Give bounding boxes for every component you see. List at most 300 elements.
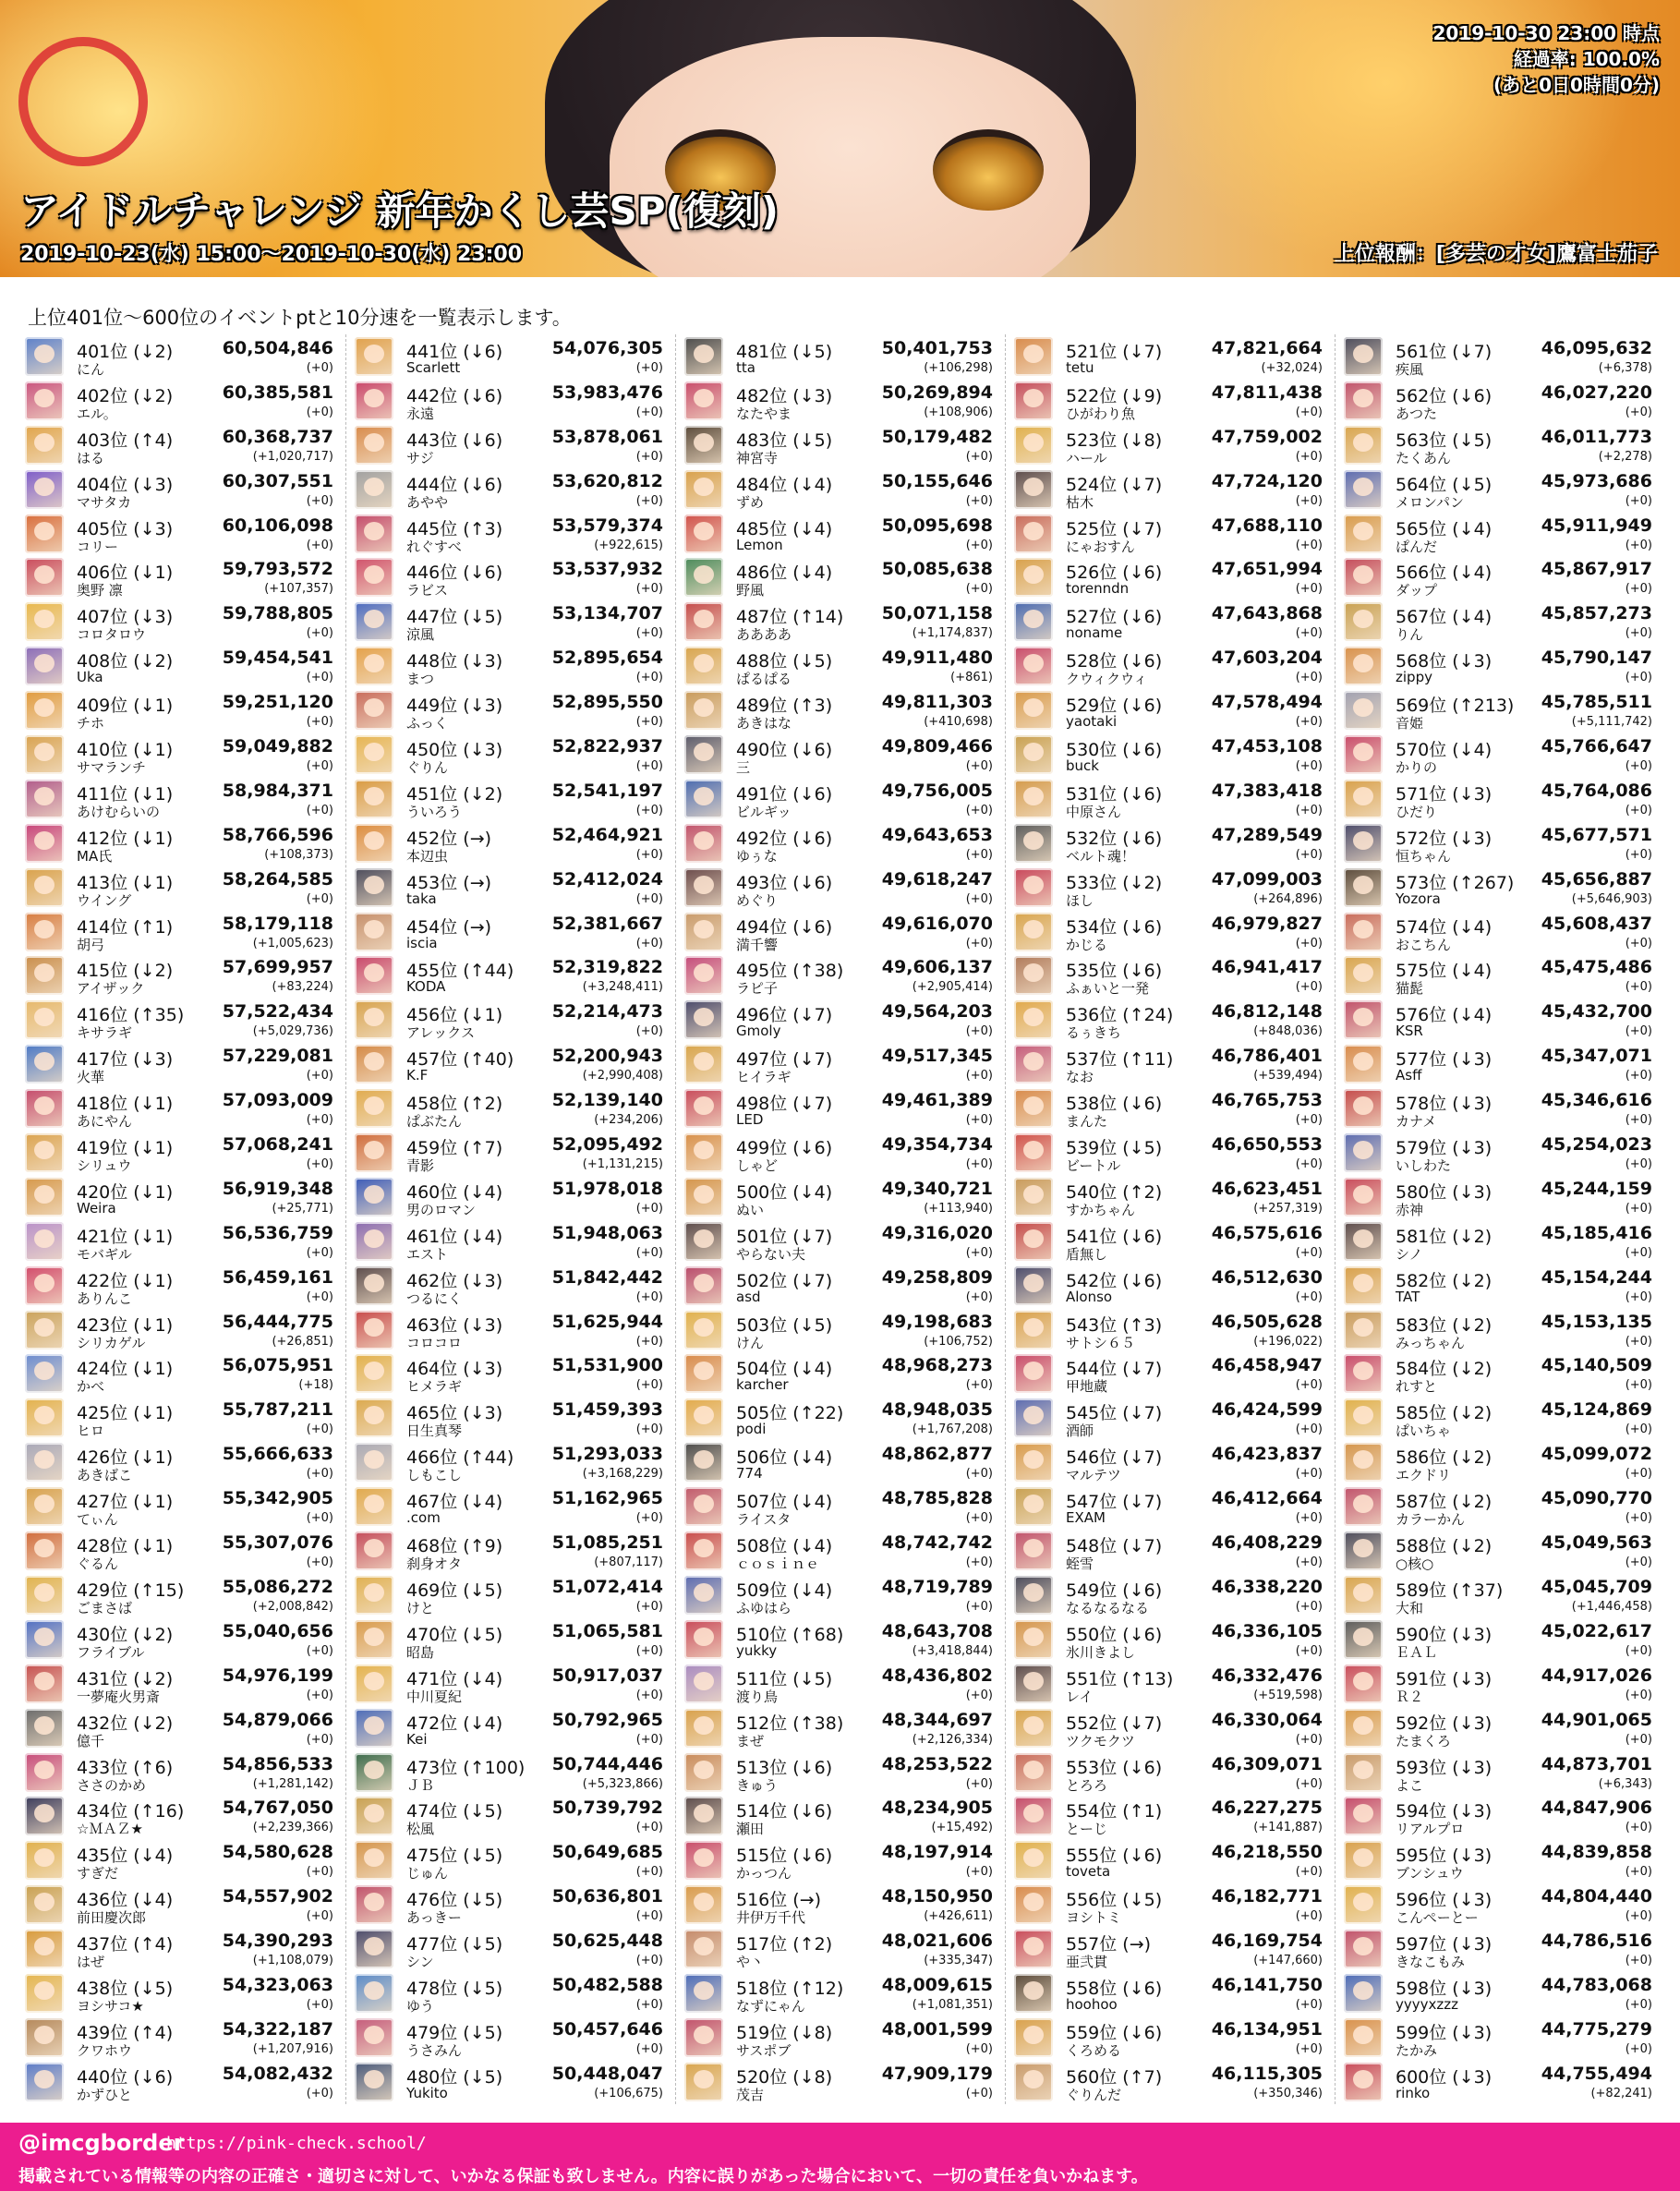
ranking-entry (1342, 1264, 1656, 1308)
event-points: 46,458,947 (1211, 1355, 1323, 1376)
player-name: にゃおすん (1066, 538, 1135, 555)
player-name: K.F (406, 1067, 429, 1084)
ranking-entry (1012, 2060, 1326, 2104)
idol-card-avatar (355, 956, 393, 995)
rank-label: 465位 (↓3) (406, 1403, 503, 1424)
ranking-entry (683, 2015, 997, 2060)
player-name: ごまさば (77, 1599, 133, 1616)
ranking-entry (353, 910, 667, 954)
event-points: 49,564,203 (881, 1001, 993, 1023)
idol-card-avatar (1344, 602, 1383, 641)
event-points: 49,811,303 (881, 692, 993, 713)
ten-minute-speed: (+0) (1295, 493, 1323, 508)
rank-label: 415位 (↓2) (77, 961, 174, 982)
event-points: 48,968,273 (881, 1355, 993, 1376)
event-points: 60,504,846 (222, 338, 333, 358)
rank-label: 504位 (↓4) (736, 1359, 833, 1380)
player-name: とーじ (1066, 1821, 1108, 1838)
idol-card-avatar (1014, 1974, 1053, 2013)
ranking-entry (353, 1529, 667, 1573)
ranking-entry (1012, 1308, 1326, 1352)
event-points: 59,454,541 (222, 648, 333, 669)
rank-label: 575位 (↓4) (1396, 961, 1493, 982)
event-points: 47,759,002 (1211, 426, 1323, 447)
player-name: ビートル (1066, 1157, 1121, 1175)
player-name: リアルプロ (1396, 1821, 1465, 1838)
ranking-entry (353, 1175, 667, 1219)
player-name: ＥＡＬ (1396, 1643, 1438, 1661)
player-name: ささのかめ (77, 1776, 147, 1794)
rank-label: 490位 (↓6) (736, 740, 833, 761)
ten-minute-speed: (+0) (635, 1954, 663, 1968)
player-name: ぱぶたん (406, 1113, 463, 1131)
ranking-entry (1342, 1927, 1656, 1971)
idol-card-avatar (1014, 337, 1053, 376)
event-points: 46,330,064 (1211, 1709, 1323, 1730)
rank-label: 600位 (↓3) (1396, 2066, 1493, 2088)
ten-minute-speed: (+0) (1295, 1599, 1323, 1614)
player-name: Uka (77, 669, 103, 686)
player-name: キサラギ (77, 1024, 133, 1042)
idol-card-avatar (355, 691, 393, 730)
ranking-entry (1342, 1882, 1656, 1927)
ranking-entry (1342, 953, 1656, 998)
ten-minute-speed: (+0) (965, 1688, 993, 1702)
ranking-entry (353, 1219, 667, 1264)
ranking-entry (1012, 1927, 1326, 1971)
rank-label: 596位 (↓3) (1396, 1890, 1493, 1911)
ranking-entry (1342, 1042, 1656, 1086)
ranking-entry (1012, 1086, 1326, 1131)
ranking-list (23, 334, 1658, 2104)
ten-minute-speed: (+0) (306, 538, 333, 552)
idol-card-avatar (684, 1311, 723, 1350)
ten-minute-speed: (+0) (635, 1289, 663, 1304)
rank-label: 476位 (↓5) (406, 1890, 503, 1911)
idol-card-avatar (25, 1133, 64, 1172)
rank-label: 542位 (↓6) (1066, 1270, 1163, 1291)
idol-card-avatar (1344, 1000, 1383, 1039)
player-name: 本辺虫 (406, 847, 449, 865)
event-points: 53,134,707 (551, 603, 663, 624)
ranking-entry (23, 1573, 337, 1617)
rank-label: 522位 (↓9) (1066, 385, 1163, 406)
idol-card-avatar (355, 1398, 393, 1437)
ten-minute-speed: (+1,281,142) (252, 1776, 333, 1791)
rank-label: 528位 (↓6) (1066, 651, 1163, 672)
rank-label: 588位 (↓2) (1396, 1536, 1493, 1557)
player-name: あにやん (77, 1113, 133, 1131)
event-points: 48,436,802 (881, 1664, 993, 1686)
ten-minute-speed: (+0) (306, 1732, 333, 1747)
player-name: モバギル (77, 1245, 132, 1263)
rank-label: 414位 (↑1) (77, 916, 174, 938)
event-points: 46,332,476 (1211, 1664, 1323, 1686)
event-points: 45,790,147 (1541, 648, 1652, 669)
ten-minute-speed: (+0) (1625, 1821, 1652, 1835)
event-points: 50,085,638 (881, 559, 993, 580)
event-points: 44,917,026 (1541, 1664, 1652, 1686)
ranking-entry (353, 1750, 667, 1795)
event-points: 46,979,827 (1211, 913, 1323, 934)
rank-label: 538位 (↓6) (1066, 1094, 1163, 1115)
event-points: 45,911,949 (1541, 514, 1652, 536)
ten-minute-speed: (+0) (965, 1467, 993, 1482)
event-points: 51,459,393 (551, 1399, 663, 1421)
rank-label: 483位 (↓5) (736, 430, 833, 451)
rank-label: 546位 (↓7) (1066, 1447, 1163, 1469)
ten-minute-speed: (+3,248,411) (582, 980, 663, 995)
player-name: あやや (406, 493, 449, 511)
player-name: よこ (1396, 1776, 1424, 1794)
event-points: 53,620,812 (551, 470, 663, 491)
ten-minute-speed: (+1,005,623) (252, 936, 333, 950)
event-points: 51,842,442 (551, 1266, 663, 1288)
ranking-entry (353, 1617, 667, 1662)
event-points: 44,804,440 (1541, 1886, 1652, 1907)
event-points: 50,179,482 (881, 426, 993, 447)
ranking-entry (683, 1971, 997, 2015)
player-name: ウイング (77, 891, 132, 909)
ten-minute-speed: (+1,020,717) (252, 449, 333, 464)
player-name: なずにゃん (736, 1997, 805, 2015)
ranking-entry (353, 334, 667, 379)
event-banner (0, 0, 1680, 277)
event-points: 51,085,251 (551, 1532, 663, 1554)
rank-label: 403位 (↑4) (77, 430, 174, 451)
player-name: yaotaki (1066, 713, 1118, 731)
rank-label: 507位 (↓4) (736, 1492, 833, 1513)
event-points: 48,253,522 (881, 1753, 993, 1774)
ten-minute-speed: (+0) (1625, 1555, 1652, 1570)
ranking-entry (1342, 1706, 1656, 1750)
ranking-entry (683, 866, 997, 910)
rank-label: 458位 (↑2) (406, 1094, 503, 1115)
rank-label: 430位 (↓2) (77, 1624, 174, 1645)
player-name: あきはな (736, 715, 792, 732)
event-points: 45,347,071 (1541, 1046, 1652, 1067)
ten-minute-speed: (+234,206) (594, 1113, 663, 1128)
ten-minute-speed: (+0) (635, 1024, 663, 1039)
player-name: 猫髭 (1396, 980, 1424, 998)
player-name: ヒイラギ (736, 1069, 792, 1086)
idol-card-avatar (1014, 1133, 1053, 1172)
rank-label: 492位 (↓6) (736, 828, 833, 849)
rank-label: 485位 (↓4) (736, 518, 833, 539)
player-name: Alonso (1066, 1288, 1113, 1305)
player-name: 酒師 (1066, 1422, 1094, 1440)
ranking-entry (23, 866, 337, 910)
ranking-entry (683, 688, 997, 732)
ranking-entry (1012, 512, 1326, 556)
idol-card-avatar (1344, 1797, 1383, 1835)
rank-label: 524位 (↓7) (1066, 474, 1163, 495)
event-points: 53,537,932 (551, 559, 663, 580)
idol-card-avatar (1344, 1930, 1383, 1968)
idol-card-avatar (25, 2063, 64, 2101)
player-name: ほし (1066, 891, 1094, 909)
idol-card-avatar (25, 1178, 64, 1217)
event-points: 50,269,894 (881, 381, 993, 403)
ten-minute-speed: (+108,373) (264, 847, 333, 862)
idol-card-avatar (1344, 337, 1383, 376)
player-name: れすと (1396, 1378, 1438, 1396)
idol-card-avatar (355, 381, 393, 420)
player-name: Yukito (406, 2084, 448, 2101)
ranking-entry (23, 777, 337, 821)
idol-card-avatar (355, 1709, 393, 1748)
ten-minute-speed: (+0) (965, 2041, 993, 2056)
ten-minute-speed: (+0) (1625, 759, 1652, 774)
player-name: 茂吉 (736, 2086, 765, 2103)
ranking-entry (1342, 998, 1656, 1042)
ten-minute-speed: (+83,224) (272, 980, 333, 995)
event-points: 47,383,418 (1211, 780, 1323, 801)
event-points: 45,244,159 (1541, 1178, 1652, 1199)
event-points: 46,505,628 (1211, 1311, 1323, 1332)
idol-card-avatar (355, 2018, 393, 2057)
event-points: 49,354,734 (881, 1134, 993, 1156)
ranking-entry (353, 1440, 667, 1484)
ten-minute-speed: (+0) (1625, 493, 1652, 508)
event-points: 46,141,750 (1211, 1974, 1323, 1995)
event-points: 45,045,709 (1541, 1576, 1652, 1597)
ten-minute-speed: (+0) (1295, 1865, 1323, 1880)
rank-label: 402位 (↓2) (77, 385, 174, 406)
event-points: 47,811,438 (1211, 381, 1323, 403)
ten-minute-speed: (+0) (635, 1511, 663, 1526)
idol-card-avatar (1344, 514, 1383, 553)
ten-minute-speed: (+106,675) (594, 2086, 663, 2100)
ranking-entry (1012, 1219, 1326, 1264)
rank-label: 517位 (↑2) (736, 1934, 833, 1955)
idol-card-avatar (684, 1266, 723, 1305)
event-points: 49,517,345 (881, 1046, 993, 1067)
ranking-entry (353, 1264, 667, 1308)
idol-card-avatar (684, 1222, 723, 1261)
rank-label: 411位 (↓1) (77, 783, 174, 805)
rank-label: 567位 (↓4) (1396, 607, 1493, 628)
ten-minute-speed: (+0) (1625, 1865, 1652, 1880)
idol-card-avatar (25, 2018, 64, 2057)
idol-card-avatar (684, 1487, 723, 1526)
idol-card-avatar (355, 913, 393, 951)
event-points: 60,385,581 (222, 381, 333, 403)
rank-label: 578位 (↓3) (1396, 1094, 1493, 1115)
ranking-entry (353, 379, 667, 423)
ten-minute-speed: (+0) (1295, 1732, 1323, 1747)
event-points: 46,011,773 (1541, 426, 1652, 447)
ten-minute-speed: (+0) (965, 1113, 993, 1128)
ten-minute-speed: (+0) (965, 449, 993, 464)
event-points: 56,919,348 (222, 1178, 333, 1199)
idol-card-avatar (684, 824, 723, 863)
ranking-entry (23, 1882, 337, 1927)
event-points: 51,625,944 (551, 1311, 663, 1332)
idol-card-avatar (684, 558, 723, 597)
rank-label: 494位 (↓6) (736, 916, 833, 938)
event-points: 46,115,305 (1211, 2063, 1323, 2084)
ten-minute-speed: (+0) (306, 803, 333, 817)
rank-label: 556位 (↓5) (1066, 1890, 1163, 1911)
ten-minute-speed: (+0) (1295, 1245, 1323, 1260)
rank-label: 536位 (↑24) (1066, 1005, 1174, 1026)
ranking-entry (23, 423, 337, 467)
ranking-entry (23, 1308, 337, 1352)
rank-label: 555位 (↓6) (1066, 1846, 1163, 1867)
idol-card-avatar (1014, 1709, 1053, 1748)
ranking-entry (1012, 1131, 1326, 1175)
ranking-entry (1012, 998, 1326, 1042)
ten-minute-speed: (+108,906) (924, 405, 993, 419)
event-points: 45,973,686 (1541, 470, 1652, 491)
rank-label: 526位 (↓6) (1066, 563, 1163, 584)
idol-card-avatar (1344, 913, 1383, 951)
site-link[interactable]: https://pink-check.school/ (166, 2134, 427, 2153)
rank-label: 523位 (↓8) (1066, 430, 1163, 451)
rank-label: 505位 (↑22) (736, 1403, 844, 1424)
idol-card-avatar (25, 1885, 64, 1924)
event-points: 48,021,606 (881, 1931, 993, 1952)
ranking-entry (683, 732, 997, 777)
event-period: 2019-10-23(水) 15:00～2019-10-30(水) 23:00 (20, 243, 523, 266)
idol-card-avatar (684, 1178, 723, 1217)
rank-label: 549位 (↓6) (1066, 1580, 1163, 1601)
ranking-entry (1012, 334, 1326, 379)
idol-card-avatar (684, 691, 723, 730)
rank-label: 481位 (↓5) (736, 342, 833, 362)
rank-label: 468位 (↑9) (406, 1536, 503, 1557)
event-points: 49,643,653 (881, 824, 993, 845)
rank-label: 410位 (↓1) (77, 740, 174, 761)
ten-minute-speed: (+0) (306, 1069, 333, 1083)
event-points: 45,090,770 (1541, 1488, 1652, 1509)
rank-label: 539位 (↓5) (1066, 1138, 1163, 1159)
ten-minute-speed: (+0) (1625, 1422, 1652, 1437)
event-points: 49,756,005 (881, 780, 993, 801)
event-points: 49,258,809 (881, 1266, 993, 1288)
rank-label: 565位 (↓4) (1396, 518, 1493, 539)
ranking-entry (1012, 1264, 1326, 1308)
ten-minute-speed: (+0) (1295, 980, 1323, 995)
event-points: 48,948,035 (881, 1399, 993, 1421)
idol-card-avatar (25, 1045, 64, 1083)
ten-minute-speed: (+0) (306, 1643, 333, 1658)
ten-minute-speed: (+0) (306, 759, 333, 774)
ten-minute-speed: (+0) (965, 936, 993, 950)
idol-card-avatar (355, 868, 393, 907)
player-name: こんぺーとー (1396, 1909, 1479, 1927)
idol-card-avatar (1344, 1398, 1383, 1437)
ranking-entry (1012, 644, 1326, 688)
player-name: 胡弓 (77, 936, 105, 953)
player-name: なたやま (736, 405, 792, 422)
rank-label: 579位 (↓3) (1396, 1138, 1493, 1159)
ranking-entry (23, 1706, 337, 1750)
idol-card-avatar (355, 514, 393, 553)
rank-label: 477位 (↓5) (406, 1934, 503, 1955)
ten-minute-speed: (+0) (1625, 1069, 1652, 1083)
player-name: 蛭雪 (1066, 1555, 1094, 1573)
player-name: 氷川きよし (1066, 1643, 1136, 1661)
ten-minute-speed: (+0) (635, 1334, 663, 1349)
ten-minute-speed: (+0) (1625, 1157, 1652, 1172)
player-name: 枯木 (1066, 493, 1094, 511)
rank-label: 405位 (↓3) (77, 518, 174, 539)
player-name: るぅきち (1066, 1024, 1122, 1042)
player-name: あつた (1396, 405, 1438, 422)
player-name: Gmoly (736, 1023, 781, 1040)
ranking-entry (1012, 467, 1326, 512)
player-name: hoohoo (1066, 1995, 1118, 2013)
player-name: ぐりんだ (1066, 2086, 1122, 2103)
rank-label: 535位 (↓6) (1066, 961, 1163, 982)
rank-label: 462位 (↓3) (406, 1270, 503, 1291)
ten-minute-speed: (+0) (635, 1201, 663, 1216)
player-name: かりの (1396, 759, 1438, 777)
ten-minute-speed: (+106,298) (924, 361, 993, 375)
ten-minute-speed: (+0) (1625, 1954, 1652, 1968)
rank-label: 510位 (↑68) (736, 1624, 844, 1645)
idol-card-avatar (684, 1576, 723, 1615)
rank-label: 534位 (↓6) (1066, 916, 1163, 938)
rank-label: 484位 (↓4) (736, 474, 833, 495)
ranking-entry (683, 423, 997, 467)
ranking-entry (683, 644, 997, 688)
idol-card-avatar (1014, 691, 1053, 730)
ranking-entry (1012, 1882, 1326, 1927)
ten-minute-speed: (+0) (635, 1997, 663, 2012)
idol-card-avatar (684, 1930, 723, 1968)
ranking-entry (353, 1706, 667, 1750)
twitter-handle[interactable]: @imcgborder (18, 2130, 185, 2156)
ten-minute-speed: (+0) (965, 1289, 993, 1304)
ranking-entry (23, 953, 337, 998)
idol-card-avatar (1014, 1443, 1053, 1482)
ranking-entry (23, 334, 337, 379)
rank-label: 573位 (↑267) (1396, 872, 1515, 893)
ranking-entry (1342, 379, 1656, 423)
rank-label: 564位 (↓5) (1396, 474, 1493, 495)
rank-label: 443位 (↓6) (406, 430, 503, 451)
ranking-entry (683, 1484, 997, 1529)
event-points: 45,185,416 (1541, 1222, 1652, 1243)
ten-minute-speed: (+0) (635, 1688, 663, 1702)
event-points: 56,536,759 (222, 1222, 333, 1243)
rank-label: 434位 (↑16) (77, 1801, 185, 1822)
ten-minute-speed: (+0) (635, 847, 663, 862)
ten-minute-speed: (+0) (1295, 405, 1323, 419)
idol-card-avatar (1344, 1089, 1383, 1128)
player-name: けん (736, 1334, 765, 1351)
event-points: 52,541,197 (551, 780, 663, 801)
player-name: おこちん (1396, 936, 1452, 953)
ten-minute-speed: (+426,611) (924, 1909, 993, 1924)
ten-minute-speed: (+0) (1295, 715, 1323, 730)
rank-label: 512位 (↑38) (736, 1713, 844, 1734)
mizuhiki-ribbon-decoration (18, 37, 148, 166)
ten-minute-speed: (+0) (965, 1024, 993, 1039)
time-remaining: (あと0日0時間0分) (1493, 74, 1660, 96)
rank-label: 471位 (↓4) (406, 1668, 503, 1689)
ten-minute-speed: (+3,418,844) (912, 1643, 993, 1658)
idol-card-avatar (1344, 735, 1383, 774)
event-points: 47,821,664 (1211, 338, 1323, 358)
idol-card-avatar (1014, 735, 1053, 774)
ranking-entry (1342, 910, 1656, 954)
player-name: 火華 (77, 1069, 105, 1086)
ten-minute-speed: (+0) (1295, 803, 1323, 817)
